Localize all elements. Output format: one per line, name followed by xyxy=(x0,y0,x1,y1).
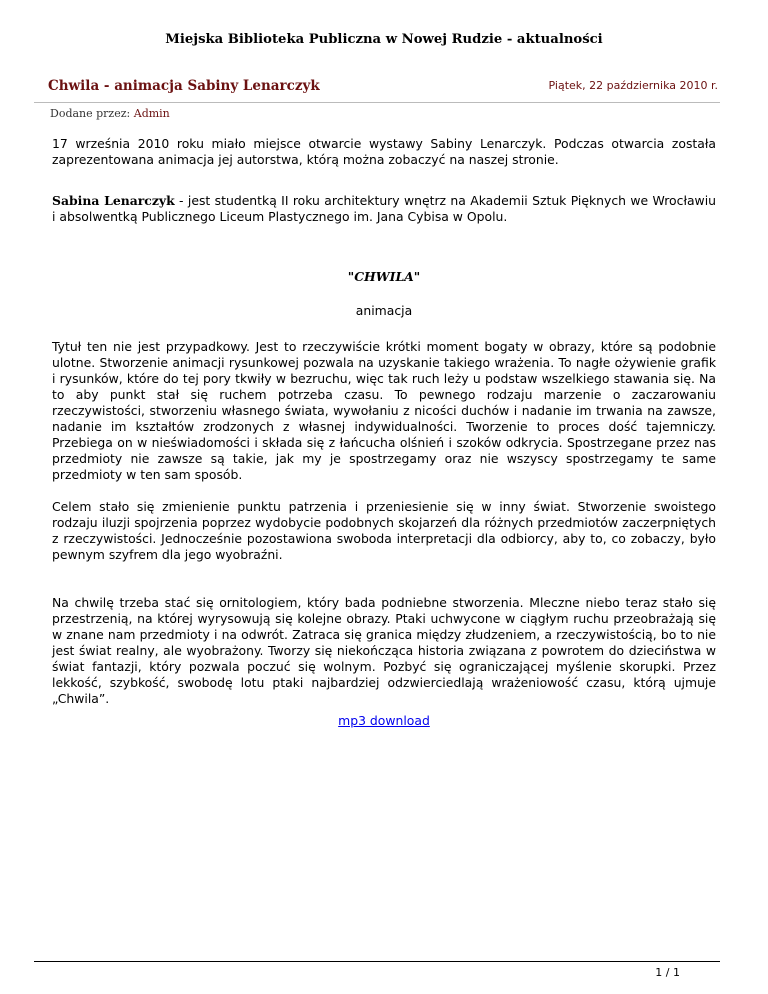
article-body xyxy=(52,136,716,729)
intro-paragraph: 17 września 2010 roku miało miejsce otwarcie wystawy Sabiny Lenarczyk. Podczas otwarcia została zaprezentowana animacja jej autorstwa, którą można zobaczyć na naszej stronie. xyxy=(52,136,716,167)
mp3-download-link[interactable]: mp3 download xyxy=(338,713,430,728)
body-paragraph: Celem stało się zmienienie punktu patrzenia i przeniesienie się w inny świat. Stworzenie swoistego rodzaju iluzji spojrzenia poprzez wydobycie podobnych skojarzeń dla różnych przedmiotów zaczerpniętych z rzeczywistości. Jednocześnie pozostawiona swoboda interpretacji dla odbiorcy, aby to, co zobaczy, było pewnym szyfrem dla jego wyobraźni. xyxy=(52,499,716,562)
site-title: Miejska Biblioteka Publiczna w Nowej Rudzie - aktualności xyxy=(165,32,603,47)
body-paragraph: Tytuł ten nie jest przypadkowy. Jest to rzeczywiście krótki moment bogaty w obrazy, które są podobnie ulotne. Stworzenie animacji rysunkowej pozwala na uzyskanie takiego wrażenia. To nagłe ożywienie grafik i rysunków, które do tej pory tkwiły w bezruchu, więc tak ruch leży u podstaw wszelkiego stawania się. Na to aby punkt stał się ruchem potrzeba czasu. To pewnego rodzaju marzenie o zaczarowaniu rzeczywistości, stworzeniu własnego świata, wywołaniu z nicości duchów i nadanie im trwania na zawsze, nadanie im kształtów zrodzonych z własnej indywidualności. Tworzenie to proces dość tajemniczy. Przebiega on w nieświadomości i składa się z łańcucha olśnień i szoków odkrycia. Spostrzegane przez nas przedmioty nie zawsze są takie, jak my je spostrzegamy oraz nie wszyscy spostrzegamy te same przedmioty w ten sam sposób. xyxy=(52,339,716,482)
author-name: Sabina Lenarczyk xyxy=(52,193,175,208)
article-date: Piątek, 22 października 2010 r. xyxy=(548,79,718,92)
byline-author: Admin xyxy=(133,107,170,120)
byline xyxy=(50,107,170,121)
work-title: "CHWILA" xyxy=(347,269,421,284)
article-header xyxy=(34,78,720,103)
article-title: Chwila - animacja Sabiny Lenarczyk xyxy=(48,78,320,94)
byline-label: Dodane przez: xyxy=(50,107,131,120)
author-bio: - jest studentką II roku architektury wnętrz na Akademii Sztuk Pięknych we Wrocławiu i absolwentką Publicznego Liceum Plastycznego im. Jana Cybisa w Opolu. xyxy=(52,193,716,224)
author-paragraph xyxy=(52,193,716,225)
body-paragraph: Na chwilę trzeba stać się ornitologiem, który bada podniebne stworzenia. Mleczne niebo teraz stało się przestrzenią, na której wyrysowują się kolejne obrazy. Ptaki uchwycone w ciągłym ruchu przeobrażają się w znane nam przedmioty i na odwrót. Zatraca się granica między złudzeniem, a rzeczywistością, bo to nie jest świat realny, ale wyobrażony. Tworzy się niekończąca historia związana z powrotem do dzieciństwa w świat fantazji, który pozwala poczuć się wolnym. Pozbyć się ograniczającej myślenie skorupki. Przez lekkość, szybkość, swobodę lotu ptaki najbardziej odzwierciedlają wrażeniowość czasu, którą ujmuje „Chwila”. xyxy=(52,595,716,706)
work-subtitle: animacja xyxy=(355,303,413,318)
footer-divider xyxy=(34,961,720,962)
page-number: 1 / 1 xyxy=(655,966,680,979)
